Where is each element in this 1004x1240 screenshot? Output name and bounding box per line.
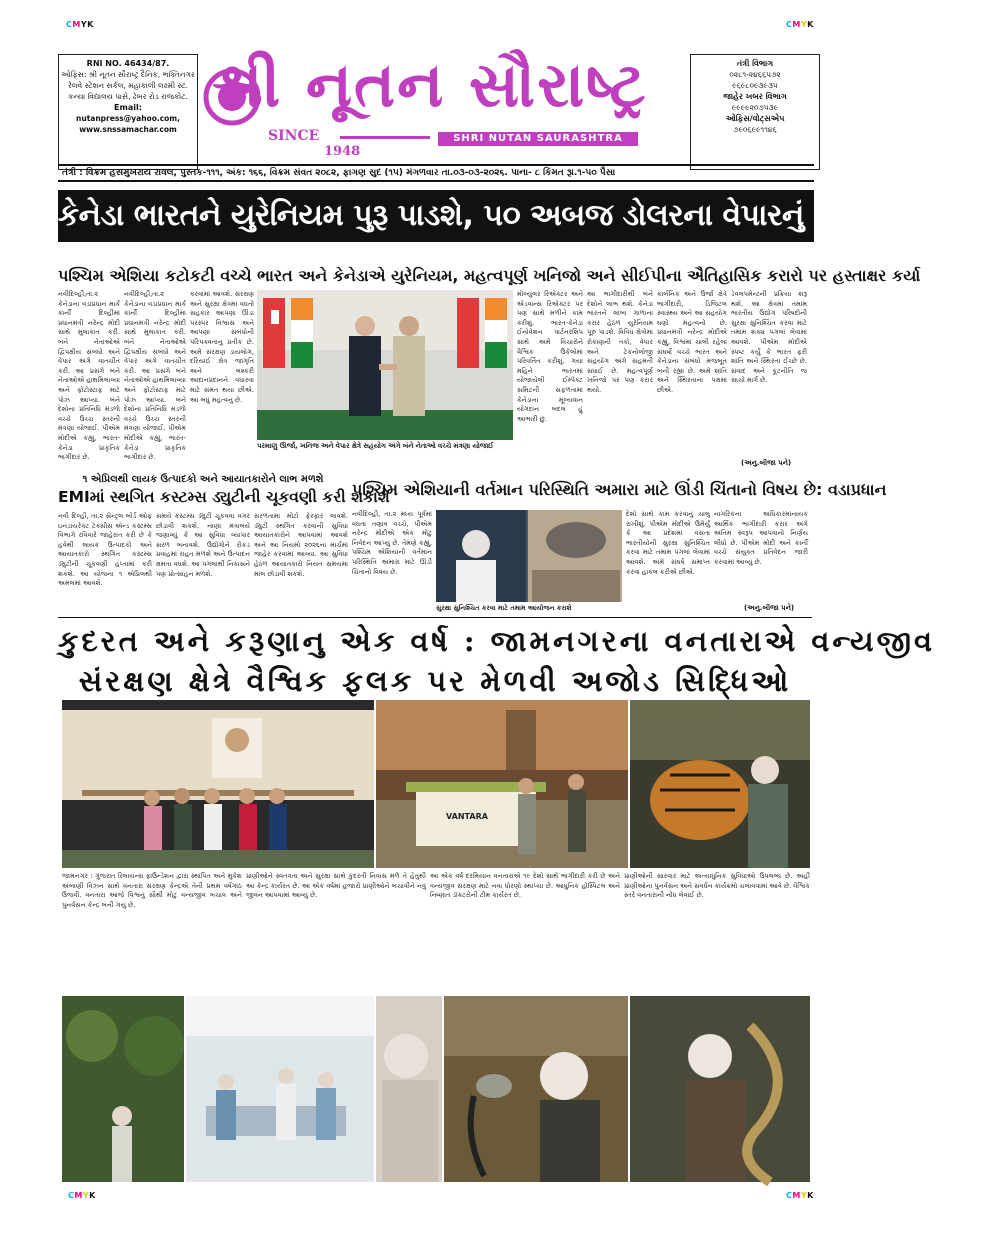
- pm-speaking-image: [436, 510, 622, 602]
- masthead-year: 1948: [324, 144, 361, 159]
- feature-column-3: આ એક વર્ષ દરમિયાન વનતારાએ ૧૯ દેશો સાથે ભાગીદારી કરી છે અને વન્યજીવ સંરક્ષણ માટે નવા ધોરણો સ્થાપ્યા છે. આધુનિક હોસ્પિટલ અને નિષ્ણાત ડૉક્ટરોની ટીમ કાર્યરત છે.: [430, 872, 620, 900]
- westasia-column-1: નવીદિલ્હી, તા.૨ મધ્ય પૂર્વમાં વધતા તણાવ વચ્ચે, પીએમ નરેન્દ્ર મોદીએ એક મોટું નિવેદન આપ્યું છે. તેમણે કહ્યું, પશ્ચિમ એશિયાની વર્તમાન પરિસ્થિતિ અમારા માટે ઊંડી ચિંતાનો વિષય છે.: [352, 510, 432, 576]
- westasia-column-2: દેશો સાથે કામ કરવાનું ચાલુ રાખીશું. પીએમ મોદીએ ઉમેર્યું કે આ પ્રદેશમાં વસતા ભારતીયોની સુરક્ષા સુનિશ્ચિત કરવા માટે તમામ પગલાં લેવામાં આવશે. અમે સંઘર્ષ સમાપ્ત કરવા હાકલ કરીએ છીએ.: [626, 510, 710, 576]
- lead-subhead: પશ્ચિમ એશિયા કટોકટી વચ્ચે ભારત અને કેનેડાએ યુરેનિયમ, મહત્વપૂર્ણ ખનિજો અને સીઈપીના ઐતિહાસિક કરારો પર હસ્તાક્ષર કર્યા: [58, 266, 921, 285]
- bottom-photo-4: [444, 996, 628, 1182]
- ads-dept-label: જાહેર ખબર વિભાગ: [723, 92, 787, 101]
- masthead: [200, 48, 670, 162]
- lead-column-1: નવીદિલ્હી,તા.૨ કેનેડાના વડાપ્રધાન માર્ક કાર્ની દિલ્હીમાં પ્રધાનમંત્રી નરેન્દ્ર મોદી સાથે મુલાકાત કરી. બંને નેતાઓએ દ્વિપક્ષીય સંબંધો અને વેપાર અંગે વાતચીત કરી. આ પ્રસંગે બંને નેતાઓએ હાથમિલાવ્યા અને ફોટોસ્ટાફ માટે પોઝ આપ્યા. બંને દેશોના પ્રતિનિધિ મંડળો વચ્ચે ઉચ્ચ સ્તરની મંત્રણા યોજાઈ. પીએમ મોદીએ કહ્યું, ભારત-કેનેડા પ્રાકૃતિક ભાગીદાર છે.: [58, 290, 120, 462]
- greenery-walk-image: [62, 996, 184, 1182]
- feature-headline-line-2: સંરક્ષણ ક્ષેત્રે વૈશ્વિક ફલક પર મેળવી અજોડ સિદ્ધિઓ: [78, 664, 792, 698]
- feature-photo-tiger: [630, 700, 810, 868]
- emi-headline: EMIમાં સ્થગિત કસ્ટમ્સ ડ્યુટીની ચૂકવણી કરી શકાશે: [58, 488, 390, 506]
- pm-with-python-image: [630, 996, 810, 1182]
- print-mark-top-left: CMYK: [66, 20, 94, 29]
- feature-photo-ceremony: [62, 700, 374, 868]
- masthead-title: શ્રી નૂતન સૌરાષ્ટ્ર: [212, 48, 648, 121]
- email-address[interactable]: nutanpress@yahoo.com,: [76, 114, 180, 123]
- publisher-info-box: [58, 54, 198, 170]
- rni-number: RNI NO. 46434/87.: [86, 59, 170, 68]
- print-mark-top-right: CMYK: [786, 20, 814, 29]
- feature-headline-line-1: કુદરત અને કરૂણાનુ એક વર્ષ : જામનગરના વનતારાએ વન્યજીવ: [58, 624, 936, 658]
- bottom-photo-1: [62, 996, 184, 1182]
- editorial-phone-2: ૯૬૯૮૦૯૩૯૩૫: [732, 81, 778, 90]
- office-whatsapp-label: ઓફિસ/વોટ્સએપ: [725, 114, 785, 123]
- masthead-subtitle: SHRI NUTAN SAURASHTRA: [438, 132, 638, 146]
- editorial-dept-label: તંત્રી વિભાગ: [736, 59, 774, 68]
- lead-column-2: કરવામાં આવશે. સંરક્ષણ અને સુરક્ષા ક્ષેત્રમાં વધતો સહકાર આપણા ઊંડા પરસ્પર વિશ્વાસ અને આપણા સંબંધોની પરિપક્વતાનું પ્રતીક છે. અમે સંરક્ષણ ડાયલોગ, દરિયાઈ ક્ષેત્ર જાગૃતિ અને લશ્કરી આદાનપ્રદાનને વધારવા માટે સંમત થયા છીએ. આ બધું મહત્વનું છે.: [190, 290, 254, 404]
- masthead-since: SINCE: [268, 128, 320, 144]
- westasia-caption: સુરક્ષા સુનિશ્ચિત કરવા માટે તમામ આયોજન કરાશે: [436, 604, 572, 612]
- westasia-headline: પશ્ચિમ એશિયાની વર્તમાન પરિસ્થિતિ અમારા માટે ઊંડી ચિંતાનો વિષય છે: વડાપ્રધાન: [352, 480, 887, 499]
- feature-photo-vantara-sign: [376, 700, 628, 868]
- vantara-visit-image: [376, 700, 628, 868]
- dateline: તંત્રી : વિક્રમ હસમુખરાય રાવલ, પુસ્તક-૧૧૧, અંક: ૧૬૬, વિક્રમ સંવત ૨૦૮૨, ફાગણ સુદ (૧૫) મંગળવાર તા.૦૩-૦૩-૨૦૨૬. પાના- ૮ કિંમત રૂા.૧-૫૦ પૈસા: [58, 164, 814, 182]
- westasia-photo: [436, 510, 622, 602]
- emi-column-1: નવી દિલ્હી, તા.૨ સેન્ટ્રલ બોર્ડ ઓફ ઇનડાયરેક્ટ ટેક્સીસ એન્ડ કસ્ટમ્સ વિભાગે રવિવારે જાહેરાત કરી છે કે હવેથી લાયક ઉત્પાદકો અને આયાતકારો સ્થગિત કસ્ટમ્સ ડ્યુટીની ચૂકવણી હપ્તામાં કરી શકશે. આ યોજના ૧ એપ્રિલથી અમલમાં આવશે.: [58, 512, 152, 588]
- feature-column-2: પ્રાણીઓને સ્વતંત્રતા અને સુરક્ષા સાથે કુદરતી નિવાસ મળે તે હેતુથી આ કેન્દ્ર કાર્યરત છે. આ એક વર્ષમાં હજારો પ્રાણીઓને બચાવીને નવું જીવન આપવામાં આવ્યું છે.: [246, 872, 426, 900]
- animal-hospital-image: [186, 996, 374, 1182]
- westasia-column-3: નાગરિકના અધિકારમાંનાયક આર્થિક ભાગીદારી કરાર અંગે અંતિમ સ્વરૂપ આપવાનો નિર્ણય લીધો છે. પીએમ મોદી અને કાર્ની વચ્ચે સંયુક્ત પ્રતિવેદન જારી કરવામાં આવ્યું છે.: [714, 510, 808, 566]
- email-label: Email:: [114, 103, 142, 112]
- lead-photo: [257, 290, 513, 440]
- feature-column-1: જામનગર : ગુજરાત રિલાયન્સ ફાઉન્ડેશન દ્વારા સ્થાપિત અને મુકેશ અંબાણી વિઝન સાથે વનતારા સંરક્ષણ કેન્દ્રએ તેની પ્રથમ વર્ષગાંઠ ઉજવી. વનતારા આજે વિશ્વનું સૌથી મોટું વન્યજીવ બચાવ અને પુનર્વસન કેન્દ્ર બની ગયું છે.: [62, 872, 242, 909]
- ads-phone: ૯૯૯૯૨૦૭૫૩૯: [731, 103, 779, 112]
- vantara-sign-text: VANTARA: [446, 812, 488, 821]
- feature-column-4: પ્રાણીઓની સારવાર માટે અત્યાધુનિક સુવિધાઓ ઉપલબ્ધ છે. અહીં પ્રાણીઓના પુનર્વસન અને સંવર્ધન કાર્યક્રમો ચલાવવામાં આવે છે. વૈશ્વિક સ્તરે વનતારાની નોંધ લેવાઈ છે.: [624, 872, 810, 900]
- office-whatsapp-phone: ૭૯૦૬૯૯૧૧૪૬: [733, 125, 777, 134]
- pm-with-lemur-image: [444, 996, 628, 1182]
- westasia-continued: (અનુ.બીજા પને): [744, 604, 795, 612]
- print-mark-bottom-right: CMYK: [786, 1191, 814, 1200]
- office-address: ઓફિસ: શ્રી નૂતન સૌરાષ્ટ્ર દૈનિક, ભક્તિનગર રેલવે સ્ટેશન સર્કલ, મહાકાલી લક્ષ્મી સ્ટ. કન્યા વિદ્યાલય પાસે, ઢેબર રોડ રાજકોટ.: [61, 70, 195, 101]
- emi-column-2: સમયે કસ્ટમ્સ ડ્યુટી ચૂકવવા વગર છોડાવી શકશે. નાણાં મંત્રાલયે જણાવ્યું કે આ સુવિધા વ્યાપાર સરળ બનાવશે. ઉદ્યોગોને રોકડ પ્રવાહમાં રાહત મળશે અને ઉત્પાદન ક્ષમતા વધશે. આ પગલાથી નિકાસને પણ પ્રોત્સાહન મળશે.: [156, 512, 250, 578]
- contact-info-box: [690, 54, 820, 170]
- lead-photo-caption: પરમાણુ ઊર્જા, ખનિજ અને વેપાર ક્ષેત્રે સહયોગ અંગે બંને નેતાઓ વચ્ચે મંત્રણા યોજાઈ: [257, 442, 494, 450]
- masthead-rule: [340, 136, 430, 139]
- emi-column-3: સરળતામાં મોટો ફેરફાર લાવશે. ડ્યુટી સ્થગિત કરવાની સુવિધા આયાતકારોને આપવામાં આવશે અને આ નિયમો ૨૦૨૬ના માર્ચમાં જાહેર કરવામાં આવ્યા. આ સુવિધા હેઠળ આયાતકારો નિયત સમયમાં માલ છોડાવી શકશે.: [254, 512, 348, 578]
- ceremony-group-image: [62, 700, 374, 868]
- lead-column-1b: નવીદિલ્હી,તા.૨ કેનેડાના વડાપ્રધાન માર્ક કાર્ની દિલ્હીમાં પ્રધાનમંત્રી નરેન્દ્ર મોદી સાથે મુલાકાત કરી. બંને નેતાઓએ દ્વિપક્ષીય સંબંધો અને વેપાર અંગે વાતચીત કરી. આ પ્રસંગે બંને નેતાઓએ હાથમિલાવ્યા અને ફોટોસ્ટાફ માટે પોઝ આપ્યા. બંને દેશોના પ્રતિનિધિ મંડળો વચ્ચે ઉચ્ચ સ્તરની મંત્રણા યોજાઈ. પીએમ મોદીએ કહ્યું, ભારત-કેનેડા પ્રાકૃતિક ભાગીદાર છે.: [124, 290, 186, 462]
- lead-column-6: ડેવલપમેન્ટની પ્રક્રિયા શરૂ થશે. આ ક્ષેત્રમાં તમામ ભારતીય ઉદ્યોગ પરિષદોની સુરક્ષા સુનિશ્ચિત કરવા માટે તમામ શક્ય પગલાં લેવામાં આવશે. પીએમ મોદીએ સ્પષ્ટ કર્યું કે ભારત ફરી શાંતિ અને સ્થિરતા ઈચ્છે છે. સંવાદ અને કૂટનીતિ જ સાચો માર્ગ છે.: [731, 290, 807, 385]
- editorial-phone-1: ૦૨૮૧-૨૪૬૬૫૭૨: [729, 70, 781, 79]
- lead-column-4: મોલ્યુલર રિએક્ટર અને એડવાન્સ રિએક્ટર પર પણ સાથે મળીને કામ કરીશું. ભારત-કેનેડા ઈનોવેશન પાર્ટનરશિપ સાથે અમે વિચારોને વૈશ્વિક ઉકેલોમાં પરિવર્તિત કરીશું. ગયા મહિને ભારતમાં યોજાયેલી ઈમ્પેક્ટ સમિટની સફળતામાં કેનેડાના મૂલ્યવાન યોગદાન બદલ હું આભારી છું.: [517, 290, 583, 423]
- lead-continued: (અનુ.બીજા પને): [741, 459, 792, 467]
- print-mark-bottom-left: CMYK: [68, 1191, 96, 1200]
- leaders-handshake-image: [257, 290, 513, 440]
- pm-portrait-image: [376, 996, 442, 1182]
- emi-kicker: ૧ એપ્રિલથી લાયક ઉત્પાદકો અને આયાતકારોને લાભ મળશે: [82, 474, 324, 485]
- bottom-photo-3: [376, 996, 442, 1182]
- bottom-photo-5: [630, 996, 810, 1182]
- section-divider: [58, 617, 812, 618]
- lead-headline: કેનેડા ભારતને યુરેનિયમ પુરૂ પાડશે, ૫૦ અબજ ડોલરના વેપારનું લક્ષ્ય: વડાપ્રધાન: [58, 190, 814, 242]
- bottom-photo-2: [186, 996, 374, 1182]
- lead-column-4b: આ ભાગીદારીથી બંને દેશોને લાભ થશે. કેનેડા ભારતને લાંબા ગાળાના કરાર હેઠળ યુરેનિયમ પૂરું પાડશે. વિવિધ ક્ષેત્રોમાં રોકાણની તકો, વેપાર અને ટેકનોલોજી સહયોગ અંગે સહમતી સધાઈ છે. મહત્વપૂર્ણ ખનિજો પર પણ કરાર થયો.: [587, 290, 653, 394]
- lead-column-5: કાર્બનિક અને ઉર્જા ક્ષેત્રે ભાગીદારી, ડિજિટલ સ્વાસ્થ્ય અને આ સહયોગ ઘણો મહત્વનો છે. પ્રધાનમંત્રી નરેન્દ્ર મોદીએ કહ્યું, વિશ્વમાં ચાલી રહેલા સંઘર્ષો વચ્ચે ભારત અને કેનેડાના સંબંધો મજબૂત બની રહ્યા છે. અમે શાંતિ અને સ્થિરતાના પક્ષમાં છીએ.: [657, 290, 727, 394]
- website-link[interactable]: www.snssamachar.com: [79, 125, 177, 134]
- pm-with-tiger-image: [630, 700, 810, 868]
